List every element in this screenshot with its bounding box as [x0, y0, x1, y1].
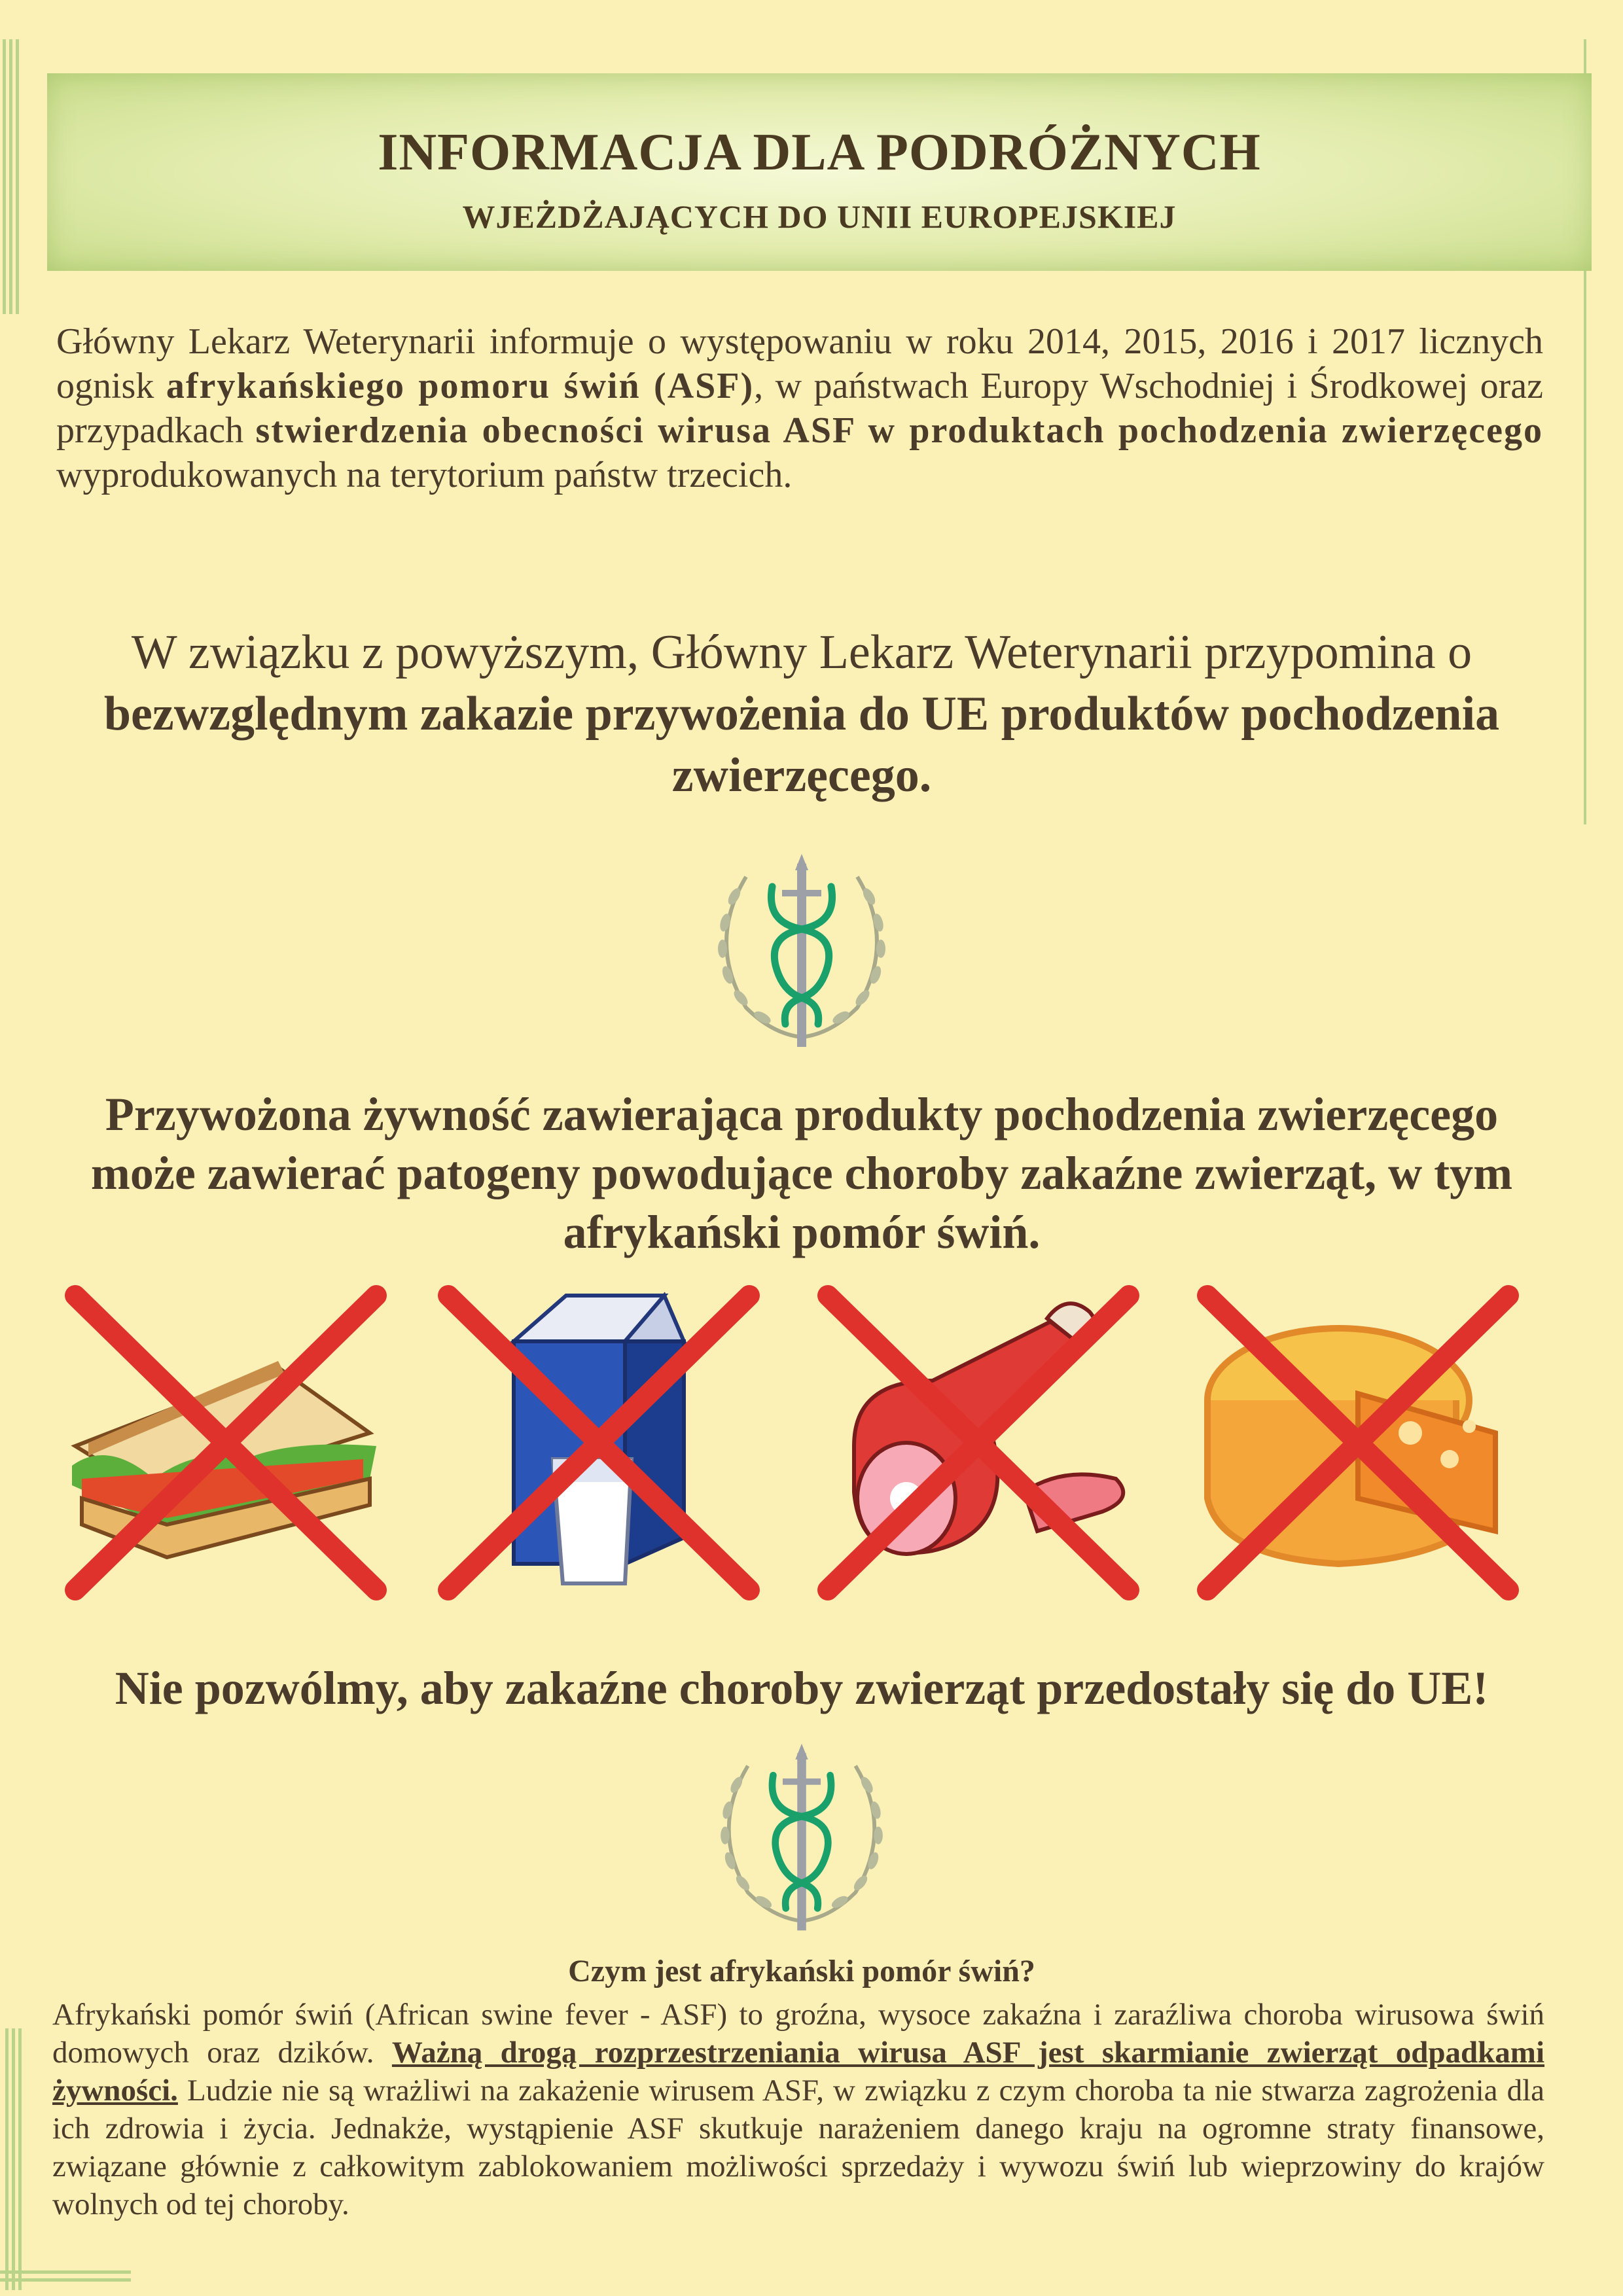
intro-text: , w państwach Europy Wschodniej i Środkowej oraz przypadkach	[56, 366, 1543, 451]
page-subtitle: WJEŻDŻAJĄCYCH DO UNII EUROPEJSKIEJ	[462, 198, 1177, 235]
cross-icon	[1194, 1282, 1522, 1603]
faq-title: Czym jest afrykański pomór świń?	[568, 1954, 1035, 1988]
intro-bold-virus: stwierdzenia obecności wirusa ASF w produktach pochodzenia zwierzęcego	[255, 410, 1543, 451]
decor-line	[5, 2028, 9, 2290]
intro-bold-asf: afrykańskiego pomoru świń (ASF)	[166, 366, 755, 406]
decor-line	[18, 2028, 22, 2290]
intro-text: Główny Lekarz Weterynarii informuje o występowaniu w roku 2014, 2015, 2016 i 2017 licznych ognisk	[56, 321, 1543, 406]
decor-line	[0, 2278, 131, 2282]
decor-line	[3, 39, 6, 314]
warning-paragraph: Przywożona żywność zawierająca produkty pochodzenia zwierzęcego może zawierać patogeny powodujące choroby zakaźne zwierząt, w tym afrykański pomór świń.	[90, 1088, 1513, 1258]
faq-text: Ludzie nie są wrażliwi na zakażenie wirusem ASF, w związku z czym choroba ta nie stwarza zagrożenia dla ich zdrowia i życia. Jednakże, wystąpienie ASF skutkuje narażeniem danego kraju na ogromne straty finansowe, związane głównie z całkowitym zablokowaniem możliwości sprzedaży i wywozu świń lub wieprzowiny do krajów wolnych od tej choroby.	[52, 2074, 1544, 2221]
veterinary-emblem-icon	[694, 851, 910, 1053]
decor-line	[12, 2028, 15, 2290]
decor-line	[16, 39, 19, 314]
slogan: Nie pozwólmy, aby zakaźne choroby zwierząt przedostały się do UE!	[115, 1662, 1489, 1714]
cross-icon	[62, 1282, 389, 1603]
cross-icon	[815, 1282, 1142, 1603]
header-banner	[47, 73, 1592, 271]
faq-underlined: Ważną drogą rozprzestrzeniania wirusa ASF jest skarmianie zwierząt odpadkami żywności.	[52, 2036, 1544, 2108]
reminder-paragraph	[52, 622, 1551, 806]
reminder-bold: bezwzględnym zakazie przywożenia do UE produktów pochodzenia zwierzęcego.	[103, 687, 1500, 802]
intro-paragraph	[56, 319, 1543, 497]
page-title: INFORMACJA DLA PODRÓŻNYCH	[378, 124, 1261, 181]
cross-icon	[435, 1282, 762, 1603]
faq-body	[52, 1996, 1544, 2223]
faq-text: Afrykański pomór świń (African swine fever - ASF) to groźna, wysoce zakaźna i zaraźliwa choroba wirusowa świń domowych oraz dzików.	[52, 1998, 1544, 2070]
decor-line	[0, 2270, 131, 2274]
decor-line	[9, 39, 12, 314]
intro-text: wyprodukowanych na terytorium państw trzecich.	[56, 455, 793, 495]
reminder-text: W związku z powyższym, Główny Lekarz Weterynarii przypomina o	[131, 626, 1472, 679]
veterinary-emblem-icon	[694, 1740, 910, 1937]
